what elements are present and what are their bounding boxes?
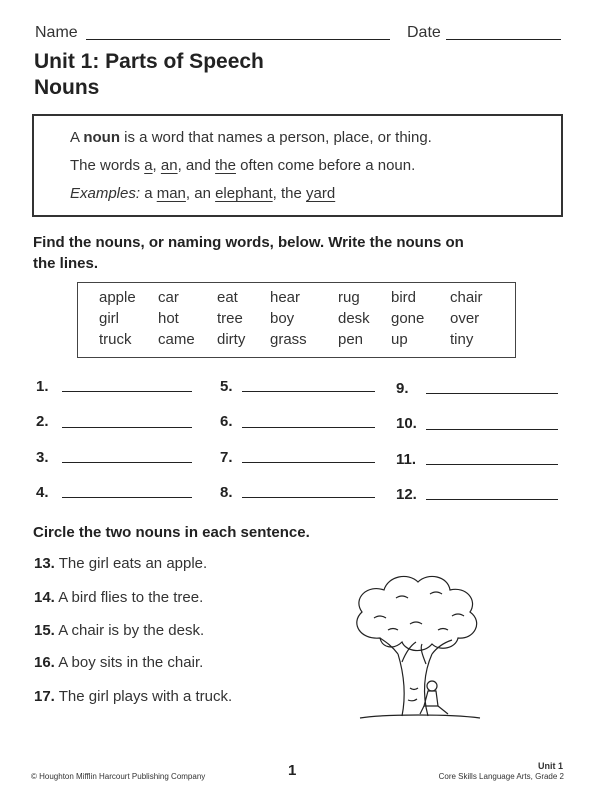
answer-number: 10.	[396, 415, 417, 432]
name-label: Name	[35, 24, 78, 41]
date-line[interactable]	[446, 39, 561, 40]
sentence-item[interactable]	[34, 555, 207, 572]
word-bank-word: rug	[338, 289, 360, 306]
answer-line[interactable]	[62, 427, 192, 428]
answer-number: 6.	[220, 413, 233, 430]
answer-line[interactable]	[62, 497, 192, 498]
word-bank-word: desk	[338, 310, 370, 327]
word-bank-word: dirty	[217, 331, 246, 348]
footer-unit: Unit 1	[537, 761, 563, 771]
copyright-text: © Houghton Mifflin Harcourt Publishing Company	[31, 772, 206, 781]
word-bank-word: girl	[99, 310, 120, 327]
instructions-find-nouns: Find the nouns, or naming words, below. Write the nouns on the lines.	[33, 234, 464, 272]
answer-number: 12.	[396, 486, 417, 503]
word-bank-word: hear	[270, 289, 301, 306]
page-number: 1	[288, 762, 297, 779]
answer-number: 8.	[220, 484, 233, 501]
answer-line[interactable]	[242, 391, 375, 392]
answer-number: 4.	[36, 484, 49, 501]
word-bank-word: up	[391, 331, 408, 348]
word-bank-word: apple	[99, 289, 136, 306]
word-bank-word: boy	[270, 310, 295, 327]
answer-line[interactable]	[426, 464, 558, 465]
name-line[interactable]	[86, 39, 390, 40]
definition-box	[32, 114, 563, 217]
word-bank-word: grass	[270, 331, 307, 348]
sentence-number: 17.	[34, 688, 55, 705]
word-bank-word: pen	[338, 331, 364, 348]
answer-line[interactable]	[242, 427, 375, 428]
answer-line[interactable]	[62, 462, 192, 463]
answer-line[interactable]	[242, 497, 375, 498]
date-label: Date	[407, 24, 441, 41]
word-bank-word: eat	[217, 289, 238, 306]
word-bank-word: car	[158, 289, 179, 306]
word-bank-word: tree	[217, 310, 243, 327]
sentence-number: 14.	[34, 589, 55, 606]
answer-number: 1.	[36, 378, 49, 395]
word-bank-word: over	[450, 310, 480, 327]
sentence-text[interactable]: The girl eats an apple.	[58, 555, 208, 572]
sentence-number: 15.	[34, 622, 55, 639]
answer-line[interactable]	[426, 499, 558, 500]
word-bank-word: hot	[158, 310, 179, 327]
sentence-item[interactable]	[34, 654, 203, 671]
topic-title: Nouns	[34, 76, 100, 99]
answer-number: 11.	[396, 451, 417, 468]
answer-line[interactable]	[426, 393, 558, 394]
answer-number: 5.	[220, 378, 233, 395]
answer-line[interactable]	[242, 462, 375, 463]
sentence-item[interactable]	[34, 688, 232, 705]
answer-number: 2.	[36, 413, 49, 430]
word-bank-word: bird	[391, 289, 417, 306]
answer-number: 7.	[220, 449, 233, 466]
sentence-number: 13.	[34, 555, 55, 572]
word-bank	[77, 282, 516, 358]
tree-illustration	[340, 568, 490, 723]
sentence-number: 16.	[34, 654, 55, 671]
unit-title: Unit 1: Parts of Speech	[34, 50, 264, 73]
noun-term: noun	[83, 129, 121, 146]
sentence-item[interactable]	[34, 589, 203, 606]
definition-line-1: A noun is a word that names a person, place, or thing.	[70, 129, 432, 146]
sentence-text[interactable]: A chair is by the desk.	[58, 622, 205, 639]
word-bank-word: came	[158, 331, 195, 348]
answer-line[interactable]	[62, 391, 192, 392]
instructions-circle-nouns: Circle the two nouns in each sentence.	[33, 524, 310, 541]
footer-book-title: Core Skills Language Arts, Grade 2	[438, 772, 564, 781]
sentence-text[interactable]: The girl plays with a truck.	[58, 688, 233, 705]
word-bank-word: tiny	[450, 331, 474, 348]
answer-line[interactable]	[426, 429, 558, 430]
answer-number: 9.	[396, 380, 409, 397]
sentence-text[interactable]: A bird flies to the tree.	[58, 589, 204, 606]
word-bank-word: chair	[450, 289, 483, 306]
definition-examples: Examples: a man, an elephant, the yard	[70, 185, 336, 202]
word-bank-word: gone	[391, 310, 425, 327]
definition-line-2: The words a, an, and the often come before a noun.	[70, 157, 416, 174]
sentence-text[interactable]: A boy sits in the chair.	[58, 654, 204, 671]
word-bank-word: truck	[99, 331, 132, 348]
answer-number: 3.	[36, 449, 49, 466]
sentence-item[interactable]	[34, 622, 204, 639]
